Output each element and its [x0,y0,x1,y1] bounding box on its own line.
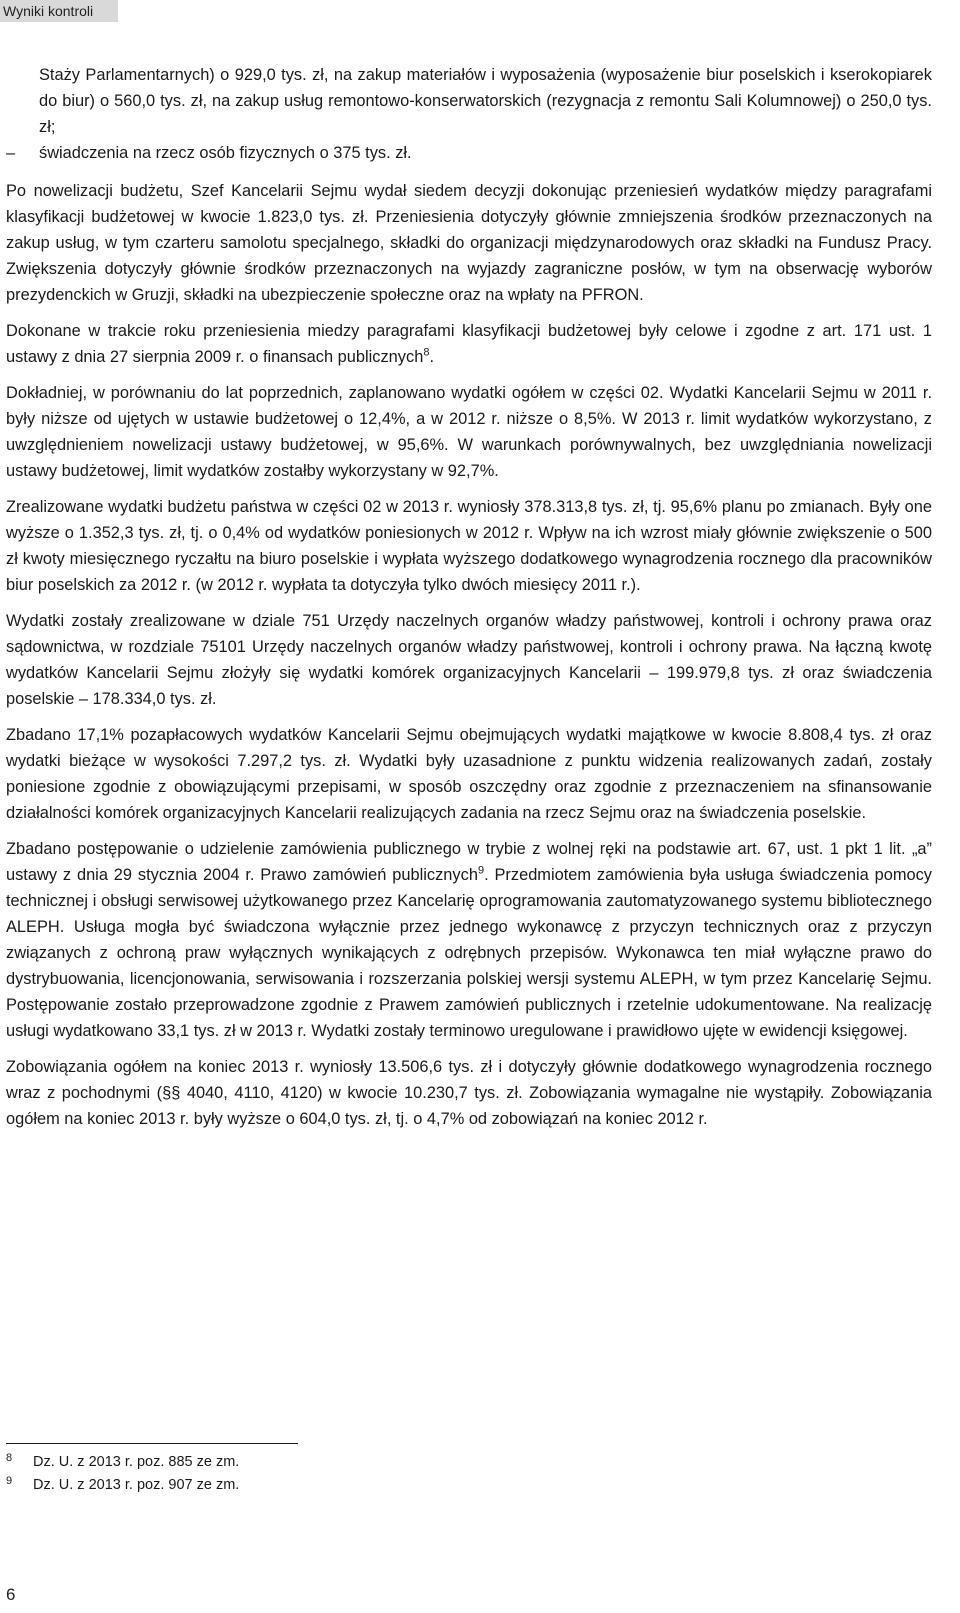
footnotes [6,1451,606,1497]
footnote-ref-9[interactable]: 9 [477,864,485,877]
footnote-number: 8 [6,1452,13,1464]
paragraph-procurement-text-b: . Przedmiotem zamówienia była usługa świadczenia pomocy technicznej i obsługi serwisowej użytkowanego przez Kancelarię oprogramowania zautomatyzowanego systemu bibliotecznego ALEPH. Usługa mogła być świadczona wyłącznie przez jednego wykonawcę z przyczyn technicznych oraz z przyczyn związanych z ochroną praw wyłącznych wynikających z odrębnych przepisów. Wykonawca ten miał wyłączne prawo do dystrybuowania, licencjonowania, serwisowania i rozszerzania polskiej wersji systemu ALEPH, w tym przez Kancelarię Sejmu. Postępowanie zostało przeprowadzone zgodnie z Prawem zamówień publicznych i rzetelnie udokumentowane. Na realizację usługi wydatkowano 33,1 tys. zł w 2013 r. Wydatki zostały terminowo uregulowane i prawidłowo ujęte w ewidencji księgowej. [6,866,932,1040]
footnote-ref-8[interactable]: 8 [423,346,430,359]
paragraph-execution: Zrealizowane wydatki budżetu państwa w części 02 w 2013 r. wyniosły 378.313,8 tys. zł, tj. 95,6% planu po zmianach. Były one wyższe o 1.352,3 tys. zł, tj. o 0,4% od wydatków poniesionych w 2012 r. Wpływ na ich wzrost miały głównie zwiększenie o 500 zł kwoty miesięcznego ryczałtu na biuro poselskie i wypłata wyższego dodatkowego wynagrodzenia rocznego dla pracowników biur poselskich za 2012 r. (w 2012 r. wypłata ta dotyczyła tylko dwóch miesięcy 2011 r.). [6,498,932,594]
document-body [6,62,932,1142]
paragraph-legality-end: . [429,348,434,366]
paragraph-audit-sample: Zbadano 17,1% pozapłacowych wydatków Kancelarii Sejmu obejmujących wydatki majątkowe w kwocie 8.808,4 tys. zł oraz wydatki bieżące w wysokości 7.297,2 tys. zł. Wydatki były uzasadnione z punktu widzenia realizowanych zadań, zostały poniesione zgodnie z obowiązującymi przepisami, w sposób oszczędny oraz zgodnie z przeznaczeniem na sfinansowanie działalności komórek organizacyjnych Kancelarii realizujących zadania na rzecz Sejmu oraz na świadczenia poselskie. [6,726,932,822]
bullet-dash: – [6,144,16,162]
section-header-label: Wyniki kontroli [3,3,94,19]
footnote-text: Dz. U. z 2013 r. poz. 885 ze zm. [33,1454,240,1470]
continuation-paragraph: Staży Parlamentarnych) o 929,0 tys. zł, na zakup materiałów i wyposażenia (wyposażenie biur poselskich i kserokopiarek do biur) o 560,0 tys. zł, na zakup usług remontowo-konserwatorskich (rezygnacja z remontu Sali Kolumnowej) o 250,0 tys. zł; [39,66,932,136]
footnote-separator [6,1443,298,1444]
paragraph-procurement-text-a: Zbadano postępowanie o udzielenie zamówienia publicznego w trybie z wolnej ręki na podstawie art. 67, ust. 1 pkt 1 lit. „a” ustawy z dnia 29 stycznia 2004 r. Prawo zamówień publicznych [6,840,932,884]
section-header-tab [0,0,118,22]
paragraph-planning: Dokładniej, w porównaniu do lat poprzednich, zaplanowano wydatki ogółem w części 02. Wydatki Kancelarii Sejmu w 2011 r. były niższe od ujętych w ustawie budżetowej o 12,4%, a w 2012 r. niższe o 8,5%. W 2013 r. limit wydatków wykorzystano, z uwzględnieniem nowelizacji ustawy budżetowej, w 95,6%. W warunkach porównywalnych, bez uwzględniania nowelizacji ustawy budżetowej, limit wydatków zostałby wykorzystany w 92,7%. [6,384,932,480]
bullet-text: świadczenia na rzecz osób fizycznych o 375 tys. zł. [39,144,412,162]
paragraph-liabilities: Zobowiązania ogółem na koniec 2013 r. wyniosły 13.506,6 tys. zł i dotyczyły głównie dodatkowego wynagrodzenia rocznego wraz z pochodnymi (§§ 4040, 4110, 4120) w kwocie 10.230,7 tys. zł. Zobowiązania wymagalne nie wystąpiły. Zobowiązania ogółem na koniec 2013 r. były wyższe o 604,0 tys. zł, tj. o 4,7% od zobowiązań na koniec 2012 r. [6,1058,932,1128]
footnote-item [6,1474,606,1497]
footnote-number: 9 [6,1475,13,1487]
footnote-item [6,1451,606,1474]
paragraph-reallocation: Po nowelizacji budżetu, Szef Kancelarii Sejmu wydał siedem decyzji dokonując przeniesień wydatków między paragrafami klasyfikacji budżetowej w kwocie 1.823,0 tys. zł. Przeniesienia dotyczyły głównie zmniejszenia środków przeznaczonych na zakup usług, w tym czarteru samolotu specjalnego, składki do organizacji międzynarodowych oraz składki na Fundusz Pracy. Zwiększenia dotyczyły głównie środków przeznaczonych na wyjazdy zagraniczne posłów, w tym na obserwację wyborów prezydenckich w Gruzji, składki na ubezpieczenie społeczne oraz na wpłaty na PFRON. [6,182,932,304]
bullet-item [6,140,932,166]
paragraph-procurement [6,836,932,1044]
paragraph-legality-text: Dokonane w trakcie roku przeniesienia miedzy paragrafami klasyfikacji budżetowej były celowe i zgodne z art. 171 ust. 1 ustawy z dnia 27 sierpnia 2009 r. o finansach publicznych [6,322,932,366]
paragraph-classification: Wydatki zostały zrealizowane w dziale 751 Urzędy naczelnych organów władzy państwowej, kontroli i ochrony prawa oraz sądownictwa, w rozdziale 75101 Urzędy naczelnych organów władzy państwowej, kontroli i ochrony prawa. Na łączną kwotę wydatków Kancelarii Sejmu złożyły się wydatki komórek organizacyjnych Kancelarii – 199.979,8 tys. zł oraz świadczenia poselskie – 178.334,0 tys. zł. [6,612,932,708]
page-number: 6 [6,1585,16,1604]
paragraph-legality [6,318,932,370]
footnote-text: Dz. U. z 2013 r. poz. 907 ze zm. [33,1477,240,1493]
